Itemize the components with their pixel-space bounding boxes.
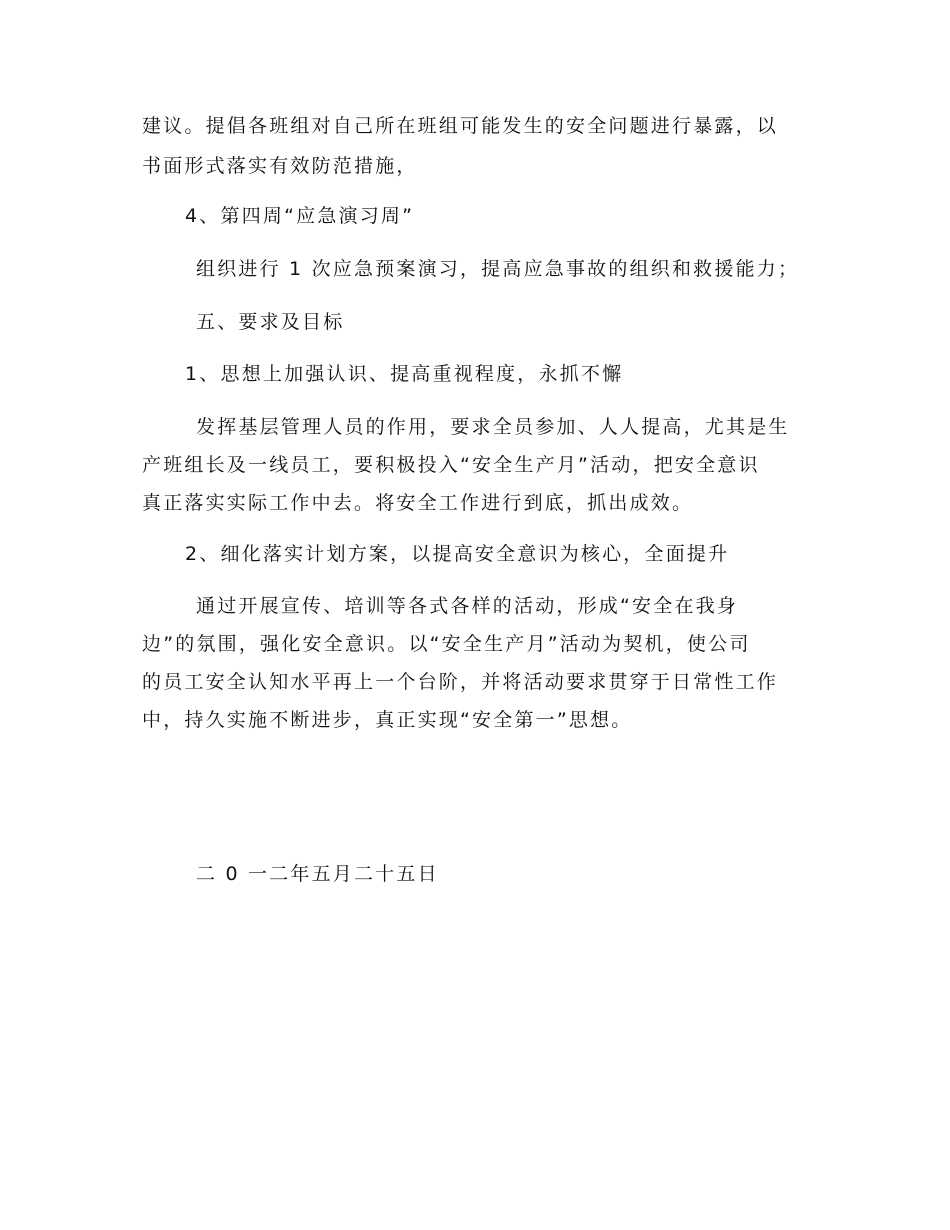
body-text-line: 的员工安全认知水平再上一个台阶，并将活动要求贯穿于日常性工作 — [142, 671, 779, 693]
body-text-line: 产班组长及一线员工，要积极投入“安全生产月”活动，把安全意识 — [142, 454, 760, 476]
section-heading: 4、第四周“应急演习周” — [185, 205, 415, 227]
body-text-line: 建议。提倡各班组对自己所在班组可能发生的安全问题进行暴露，以 — [142, 115, 779, 137]
body-text-line: 通过开展宣传、培训等各式各样的活动，形成“安全在我身 — [196, 595, 739, 617]
body-text-line: 书面形式落实有效防范措施， — [142, 155, 418, 177]
body-text-line: 发挥基层管理人员的作用，要求全员参加、人人提高，尤其是生 — [196, 416, 790, 438]
section-heading: 五、要求及目标 — [196, 311, 345, 333]
document-date: 二 0 一二年五月二十五日 — [196, 863, 439, 885]
body-text-line: 中，持久实施不断进步，真正实现“安全第一”思想。 — [142, 709, 633, 731]
section-heading: 1、思想上加强认识、提高重视程度，永抓不懈 — [185, 363, 624, 385]
body-text-line: 真正落实实际工作中去。将安全工作进行到底，抓出成效。 — [142, 492, 694, 514]
body-text-line: 边”的氛围，强化安全意识。以“安全生产月”活动为契机，使公司 — [142, 633, 751, 655]
section-heading: 2、细化落实计划方案，以提高安全意识为核心，全面提升 — [185, 543, 730, 565]
body-text-line: 组织进行 1 次应急预案演习，提高应急事故的组织和救援能力； — [196, 258, 800, 280]
